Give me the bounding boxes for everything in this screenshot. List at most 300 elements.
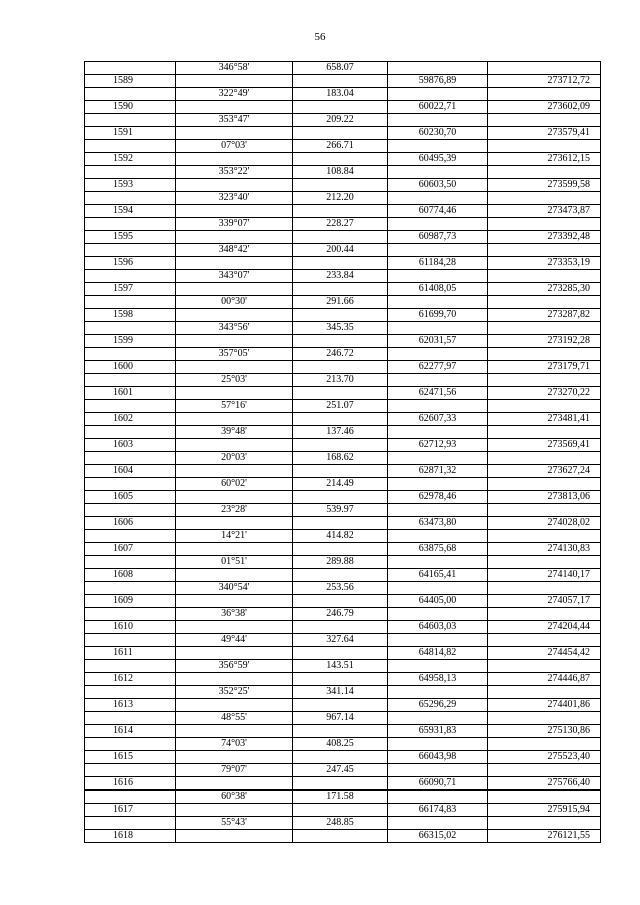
segment-row (85, 348, 601, 361)
direction-angle-cell (176, 101, 293, 114)
x-coordinate-cell: 64405,00 (388, 595, 488, 608)
direction-angle-cell (176, 335, 293, 348)
segment-length-cell (293, 231, 388, 244)
direction-angle-cell: 339°07' (176, 218, 293, 231)
x-coordinate-cell: 64814,82 (388, 647, 488, 660)
direction-angle-cell: 348°42' (176, 244, 293, 257)
x-coordinate-cell (388, 556, 488, 569)
x-coordinate-cell (388, 686, 488, 699)
y-coordinate-cell (488, 426, 601, 439)
point-cell (85, 166, 176, 179)
x-coordinate-cell: 63473,80 (388, 517, 488, 530)
point-cell (85, 114, 176, 127)
segment-length-cell: 200.44 (293, 244, 388, 257)
point-row (85, 361, 601, 374)
x-coordinate-cell: 61184,28 (388, 257, 488, 270)
segment-length-cell (293, 777, 388, 791)
point-cell (85, 348, 176, 361)
point-row (85, 257, 601, 270)
x-coordinate-cell: 66043,98 (388, 751, 488, 764)
y-coordinate-cell (488, 790, 601, 804)
segment-length-cell (293, 673, 388, 686)
y-coordinate-cell: 273569,41 (488, 439, 601, 452)
point-number-cell: 1605 (85, 491, 176, 504)
x-coordinate-cell (388, 244, 488, 257)
segment-length-cell: 967.14 (293, 712, 388, 725)
direction-angle-cell: 25°03' (176, 374, 293, 387)
point-cell (85, 686, 176, 699)
point-number-cell: 1597 (85, 283, 176, 296)
point-row (85, 205, 601, 218)
segment-row (85, 88, 601, 101)
x-coordinate-cell: 61408,05 (388, 283, 488, 296)
direction-angle-cell (176, 569, 293, 582)
point-row (85, 413, 601, 426)
y-coordinate-cell (488, 322, 601, 335)
y-coordinate-cell: 275766,40 (488, 777, 601, 791)
point-cell (85, 504, 176, 517)
point-cell (85, 530, 176, 543)
x-coordinate-cell: 60022,71 (388, 101, 488, 114)
point-number-cell: 1613 (85, 699, 176, 712)
segment-length-cell: 171.58 (293, 790, 388, 804)
segment-length-cell: 233.84 (293, 270, 388, 283)
segment-row (85, 738, 601, 751)
point-cell (85, 296, 176, 309)
point-cell (85, 634, 176, 647)
y-coordinate-cell: 275915,94 (488, 804, 601, 817)
segment-length-cell (293, 153, 388, 166)
segment-row (85, 764, 601, 777)
point-cell (85, 400, 176, 413)
point-number-cell: 1595 (85, 231, 176, 244)
direction-angle-cell: 14°21' (176, 530, 293, 543)
point-cell (85, 218, 176, 231)
segment-row (85, 374, 601, 387)
x-coordinate-cell (388, 426, 488, 439)
point-row (85, 309, 601, 322)
x-coordinate-cell: 62471,56 (388, 387, 488, 400)
segment-row (85, 478, 601, 491)
x-coordinate-cell (388, 88, 488, 101)
x-coordinate-cell: 60987,73 (388, 231, 488, 244)
point-number-cell: 1599 (85, 335, 176, 348)
x-coordinate-cell: 66315,02 (388, 830, 488, 843)
x-coordinate-cell (388, 374, 488, 387)
y-coordinate-cell: 276121,55 (488, 830, 601, 843)
point-number-cell: 1601 (85, 387, 176, 400)
point-number-cell: 1611 (85, 647, 176, 660)
direction-angle-cell (176, 621, 293, 634)
point-cell (85, 608, 176, 621)
x-coordinate-cell (388, 504, 488, 517)
x-coordinate-cell (388, 322, 488, 335)
direction-angle-cell (176, 595, 293, 608)
y-coordinate-cell (488, 218, 601, 231)
y-coordinate-cell: 273353,19 (488, 257, 601, 270)
y-coordinate-cell (488, 166, 601, 179)
segment-row (85, 244, 601, 257)
direction-angle-cell: 343°07' (176, 270, 293, 283)
point-row (85, 830, 601, 843)
segment-row (85, 582, 601, 595)
segment-row (85, 322, 601, 335)
segment-length-cell (293, 257, 388, 270)
segment-length-cell: 213.70 (293, 374, 388, 387)
segment-length-cell (293, 569, 388, 582)
direction-angle-cell: 322°49' (176, 88, 293, 101)
segment-length-cell: 248.85 (293, 817, 388, 830)
segment-row (85, 504, 601, 517)
x-coordinate-cell (388, 634, 488, 647)
y-coordinate-cell (488, 62, 601, 75)
y-coordinate-cell: 273287,82 (488, 309, 601, 322)
point-row (85, 751, 601, 764)
segment-length-cell: 137.46 (293, 426, 388, 439)
point-cell (85, 374, 176, 387)
direction-angle-cell (176, 257, 293, 270)
point-cell (85, 660, 176, 673)
segment-length-cell (293, 75, 388, 88)
y-coordinate-cell (488, 452, 601, 465)
point-cell (85, 790, 176, 804)
y-coordinate-cell: 274130,83 (488, 543, 601, 556)
point-number-cell: 1593 (85, 179, 176, 192)
point-row (85, 179, 601, 192)
direction-angle-cell: 353°22' (176, 166, 293, 179)
segment-length-cell (293, 205, 388, 218)
segment-length-cell (293, 647, 388, 660)
y-coordinate-cell: 273285,30 (488, 283, 601, 296)
direction-angle-cell (176, 309, 293, 322)
point-number-cell: 1604 (85, 465, 176, 478)
segment-length-cell (293, 335, 388, 348)
x-coordinate-cell: 65931,83 (388, 725, 488, 738)
point-row (85, 231, 601, 244)
x-coordinate-cell (388, 790, 488, 804)
point-row (85, 804, 601, 817)
direction-angle-cell: 20°03' (176, 452, 293, 465)
point-row (85, 101, 601, 114)
direction-angle-cell (176, 804, 293, 817)
point-cell (85, 764, 176, 777)
point-number-cell: 1608 (85, 569, 176, 582)
point-number-cell: 1616 (85, 777, 176, 791)
x-coordinate-cell: 66174,83 (388, 804, 488, 817)
direction-angle-cell (176, 647, 293, 660)
y-coordinate-cell (488, 817, 601, 830)
direction-angle-cell (176, 75, 293, 88)
direction-angle-cell (176, 387, 293, 400)
x-coordinate-cell (388, 712, 488, 725)
point-row (85, 387, 601, 400)
segment-length-cell: 341.14 (293, 686, 388, 699)
y-coordinate-cell: 274446,87 (488, 673, 601, 686)
direction-angle-cell: 74°03' (176, 738, 293, 751)
segment-length-cell: 168.62 (293, 452, 388, 465)
y-coordinate-cell (488, 348, 601, 361)
x-coordinate-cell (388, 452, 488, 465)
direction-angle-cell (176, 543, 293, 556)
direction-angle-cell (176, 751, 293, 764)
y-coordinate-cell: 275130,86 (488, 725, 601, 738)
segment-length-cell: 246.72 (293, 348, 388, 361)
point-row (85, 491, 601, 504)
segment-length-cell: 266.71 (293, 140, 388, 153)
x-coordinate-cell (388, 62, 488, 75)
segment-length-cell: 539.97 (293, 504, 388, 517)
point-number-cell: 1614 (85, 725, 176, 738)
x-coordinate-cell (388, 296, 488, 309)
x-coordinate-cell: 59876,89 (388, 75, 488, 88)
direction-angle-cell (176, 777, 293, 791)
segment-length-cell: 143.51 (293, 660, 388, 673)
point-cell (85, 817, 176, 830)
segment-length-cell: 228.27 (293, 218, 388, 231)
point-row (85, 699, 601, 712)
direction-angle-cell: 01°51' (176, 556, 293, 569)
point-row (85, 439, 601, 452)
segment-row (85, 140, 601, 153)
segment-row (85, 166, 601, 179)
page-number: 56 (314, 31, 326, 43)
x-coordinate-cell: 63875,68 (388, 543, 488, 556)
y-coordinate-cell: 273473,87 (488, 205, 601, 218)
y-coordinate-cell (488, 686, 601, 699)
direction-angle-cell (176, 153, 293, 166)
x-coordinate-cell: 60774,46 (388, 205, 488, 218)
y-coordinate-cell (488, 270, 601, 283)
segment-length-cell (293, 725, 388, 738)
y-coordinate-cell (488, 478, 601, 491)
segment-row (85, 608, 601, 621)
direction-angle-cell: 00°30' (176, 296, 293, 309)
x-coordinate-cell: 60495,39 (388, 153, 488, 166)
x-coordinate-cell (388, 140, 488, 153)
segment-row (85, 686, 601, 699)
x-coordinate-cell: 60603,50 (388, 179, 488, 192)
point-number-cell: 1600 (85, 361, 176, 374)
direction-angle-cell: 07°03' (176, 140, 293, 153)
point-cell (85, 478, 176, 491)
x-coordinate-cell (388, 270, 488, 283)
direction-angle-cell: 57°16' (176, 400, 293, 413)
segment-length-cell: 327.64 (293, 634, 388, 647)
point-row (85, 517, 601, 530)
point-cell (85, 140, 176, 153)
direction-angle-cell: 60°38' (176, 790, 293, 804)
x-coordinate-cell (388, 218, 488, 231)
y-coordinate-cell (488, 192, 601, 205)
point-number-cell: 1592 (85, 153, 176, 166)
segment-length-cell: 289.88 (293, 556, 388, 569)
point-cell (85, 244, 176, 257)
x-coordinate-cell: 64603,03 (388, 621, 488, 634)
point-row (85, 673, 601, 686)
y-coordinate-cell: 273192,28 (488, 335, 601, 348)
segment-length-cell: 183.04 (293, 88, 388, 101)
y-coordinate-cell: 273270,22 (488, 387, 601, 400)
direction-angle-cell (176, 725, 293, 738)
direction-angle-cell: 340°54' (176, 582, 293, 595)
segment-length-cell: 291.66 (293, 296, 388, 309)
y-coordinate-cell: 274140,17 (488, 569, 601, 582)
point-row (85, 725, 601, 738)
x-coordinate-cell: 64958,13 (388, 673, 488, 686)
x-coordinate-cell: 65296,29 (388, 699, 488, 712)
point-number-cell: 1615 (85, 751, 176, 764)
x-coordinate-cell (388, 400, 488, 413)
x-coordinate-cell: 64165,41 (388, 569, 488, 582)
direction-angle-cell: 79°07' (176, 764, 293, 777)
direction-angle-cell: 353°47' (176, 114, 293, 127)
segment-length-cell (293, 465, 388, 478)
y-coordinate-cell: 273579,41 (488, 127, 601, 140)
y-coordinate-cell (488, 374, 601, 387)
y-coordinate-cell: 274401,86 (488, 699, 601, 712)
direction-angle-cell: 36°38' (176, 608, 293, 621)
x-coordinate-cell: 62277,97 (388, 361, 488, 374)
segment-length-cell (293, 283, 388, 296)
y-coordinate-cell (488, 530, 601, 543)
point-row (85, 777, 601, 791)
point-number-cell: 1596 (85, 257, 176, 270)
x-coordinate-cell: 62871,32 (388, 465, 488, 478)
segment-length-cell (293, 517, 388, 530)
point-cell (85, 88, 176, 101)
x-coordinate-cell (388, 582, 488, 595)
point-row (85, 75, 601, 88)
point-number-cell: 1591 (85, 127, 176, 140)
direction-angle-cell: 323°40' (176, 192, 293, 205)
direction-angle-cell (176, 491, 293, 504)
segment-row (85, 790, 601, 804)
y-coordinate-cell: 273627,24 (488, 465, 601, 478)
segment-length-cell (293, 595, 388, 608)
segment-row (85, 296, 601, 309)
direction-angle-cell (176, 413, 293, 426)
segment-row (85, 817, 601, 830)
segment-row (85, 62, 601, 75)
y-coordinate-cell (488, 764, 601, 777)
segment-length-cell: 253.56 (293, 582, 388, 595)
y-coordinate-cell: 273602,09 (488, 101, 601, 114)
point-row (85, 595, 601, 608)
y-coordinate-cell (488, 582, 601, 595)
direction-angle-cell (176, 673, 293, 686)
y-coordinate-cell (488, 296, 601, 309)
point-number-cell: 1594 (85, 205, 176, 218)
segment-length-cell (293, 439, 388, 452)
segment-length-cell: 108.84 (293, 166, 388, 179)
direction-angle-cell: 48°55' (176, 712, 293, 725)
segment-row (85, 400, 601, 413)
x-coordinate-cell (388, 608, 488, 621)
y-coordinate-cell (488, 738, 601, 751)
x-coordinate-cell: 61699,70 (388, 309, 488, 322)
segment-length-cell (293, 830, 388, 843)
x-coordinate-cell (388, 192, 488, 205)
segment-length-cell (293, 413, 388, 426)
segment-length-cell: 209.22 (293, 114, 388, 127)
x-coordinate-cell (388, 348, 488, 361)
segment-row (85, 556, 601, 569)
x-coordinate-cell: 62978,46 (388, 491, 488, 504)
segment-length-cell: 246.79 (293, 608, 388, 621)
x-coordinate-cell: 62607,33 (388, 413, 488, 426)
segment-row (85, 712, 601, 725)
point-cell (85, 62, 176, 75)
y-coordinate-cell (488, 608, 601, 621)
direction-angle-cell (176, 205, 293, 218)
segment-length-cell (293, 804, 388, 817)
y-coordinate-cell: 273481,41 (488, 413, 601, 426)
point-number-cell: 1618 (85, 830, 176, 843)
point-cell (85, 192, 176, 205)
point-number-cell: 1607 (85, 543, 176, 556)
x-coordinate-cell (388, 114, 488, 127)
segment-length-cell (293, 361, 388, 374)
point-number-cell: 1617 (85, 804, 176, 817)
point-row (85, 569, 601, 582)
point-number-cell: 1590 (85, 101, 176, 114)
segment-length-cell: 214.49 (293, 478, 388, 491)
point-cell (85, 322, 176, 335)
x-coordinate-cell: 66090,71 (388, 777, 488, 791)
direction-angle-cell (176, 127, 293, 140)
x-coordinate-cell (388, 738, 488, 751)
direction-angle-cell (176, 830, 293, 843)
segment-row (85, 114, 601, 127)
point-number-cell: 1602 (85, 413, 176, 426)
segment-row (85, 192, 601, 205)
segment-row (85, 634, 601, 647)
direction-angle-cell (176, 179, 293, 192)
direction-angle-cell: 60°02' (176, 478, 293, 491)
x-coordinate-cell (388, 660, 488, 673)
y-coordinate-cell (488, 114, 601, 127)
segment-length-cell: 345.35 (293, 322, 388, 335)
direction-angle-cell: 23°28' (176, 504, 293, 517)
point-number-cell: 1606 (85, 517, 176, 530)
direction-angle-cell (176, 465, 293, 478)
y-coordinate-cell (488, 244, 601, 257)
point-cell (85, 452, 176, 465)
point-cell (85, 582, 176, 595)
x-coordinate-cell (388, 478, 488, 491)
x-coordinate-cell (388, 530, 488, 543)
point-number-cell: 1589 (85, 75, 176, 88)
segment-length-cell (293, 387, 388, 400)
direction-angle-cell: 352°25' (176, 686, 293, 699)
segment-length-cell: 247.45 (293, 764, 388, 777)
point-cell (85, 712, 176, 725)
direction-angle-cell (176, 699, 293, 712)
segment-length-cell (293, 127, 388, 140)
segment-row (85, 452, 601, 465)
point-row (85, 335, 601, 348)
segment-row (85, 270, 601, 283)
segment-length-cell: 414.82 (293, 530, 388, 543)
segment-length-cell (293, 491, 388, 504)
y-coordinate-cell: 274057,17 (488, 595, 601, 608)
point-number-cell: 1610 (85, 621, 176, 634)
point-cell (85, 556, 176, 569)
y-coordinate-cell (488, 504, 601, 517)
segment-length-cell: 212.20 (293, 192, 388, 205)
y-coordinate-cell (488, 660, 601, 673)
segment-row (85, 218, 601, 231)
